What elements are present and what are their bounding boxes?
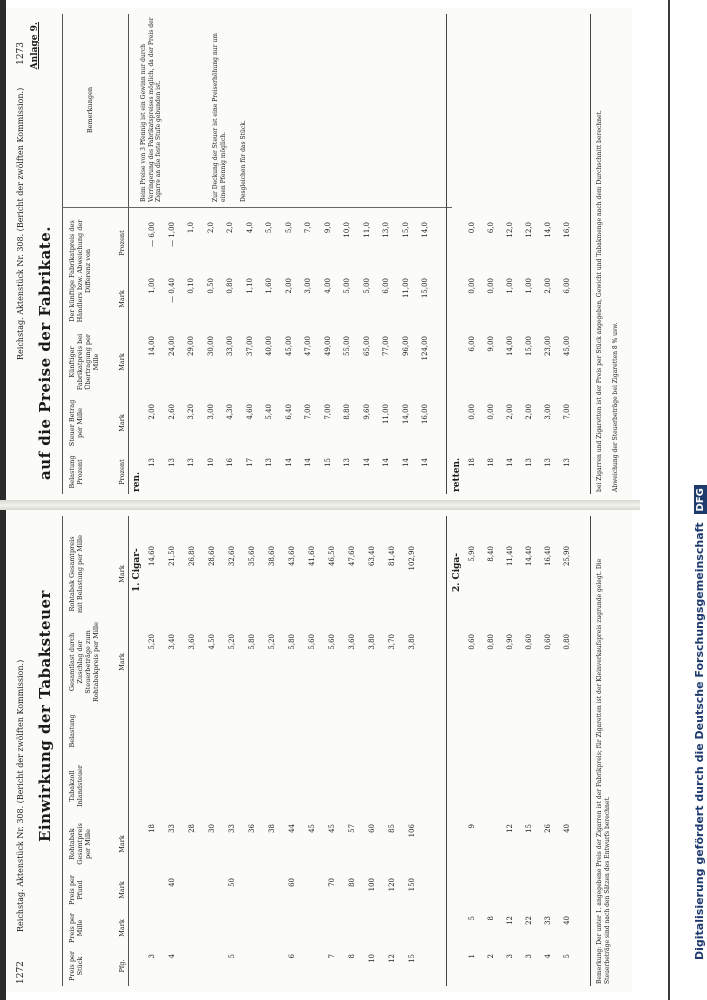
table-cell: 5,80 (288, 634, 296, 650)
table-cell: 15,0 (401, 222, 410, 238)
table-cell: 17 (245, 458, 254, 467)
table-cell: 57 (348, 824, 356, 833)
table-cell: 13 (167, 458, 176, 467)
table-cell: 77,00 (382, 336, 390, 357)
table-cell: 38 (268, 824, 276, 833)
table-cell: 26 (544, 824, 552, 833)
table-cell: 5,90 (468, 546, 476, 562)
dfg-watermark-text: Digitalisierung gefördert durch die Deutsche Forschungsgemeinschaft (693, 522, 706, 960)
table-cell: 30 (208, 824, 216, 833)
table-cell: 0,00 (487, 278, 495, 294)
table-cell: 1,60 (265, 278, 273, 294)
left-page (6, 510, 632, 992)
table-cell: 11,0 (362, 222, 371, 238)
table-cell: 9,0 (323, 222, 332, 234)
col-head-haendler: Der künftige Fabrikatpreis des Händlers bzw. Abweichung der Differenz von (68, 219, 92, 323)
table-cell: 24,00 (167, 336, 176, 357)
table-cell: 13 (563, 458, 571, 467)
table-cell: 8 (487, 916, 495, 921)
table-cell: 0,60 (468, 634, 476, 650)
table-cell: 3 (148, 954, 156, 959)
table-cell: 3 (525, 954, 533, 959)
table-cell: 4,00 (323, 278, 332, 294)
table-cell: 4 (544, 954, 552, 959)
table-cell: 5,60 (308, 634, 316, 650)
table-cell: 0,80 (563, 634, 571, 650)
table-cell: 0,60 (525, 634, 533, 650)
table-cell: 9,00 (487, 336, 495, 352)
table-cell: 28,60 (208, 546, 216, 567)
col-head-bemerkungen: Bemerkungen (86, 86, 94, 134)
table-cell: 0,00 (487, 404, 495, 420)
table-cell: 22 (525, 916, 533, 925)
table-cell: 45,00 (563, 336, 571, 357)
table-cell: — 6,00 (148, 222, 156, 247)
table-cell: 5,40 (265, 404, 273, 420)
table-cell: 14 (506, 458, 514, 467)
table-cell: 102,90 (408, 546, 416, 571)
header-rule (62, 14, 63, 494)
table-cell: 9 (468, 824, 476, 829)
table-cell: 1,00 (525, 278, 533, 294)
table-cell: 33,00 (226, 336, 234, 357)
table-cell: 49,00 (323, 336, 332, 357)
anlage-label: Anlage 9. (30, 22, 40, 70)
table-cell: 80 (348, 878, 356, 887)
table-cell: 14,40 (525, 546, 533, 567)
table-cell: 5,0 (265, 222, 273, 234)
unit-mille: Mark (118, 919, 126, 937)
table-cell: 15 (323, 458, 332, 467)
table-cell: 43,60 (288, 546, 296, 567)
table-cell: 2,0 (206, 222, 215, 234)
table-cell: 5,00 (343, 278, 351, 294)
table-cell: 63,40 (368, 546, 376, 567)
table-cell: 81,40 (388, 546, 396, 567)
table-cell: 14,00 (401, 404, 410, 425)
left-page-title: Einwirkung der Tabaksteuer (36, 590, 54, 842)
table-cell: 45,00 (284, 336, 293, 357)
unit-kuenftig: Mark (118, 353, 126, 371)
table-cell: 0,60 (544, 634, 552, 650)
table-cell: 3,20 (187, 404, 195, 420)
remarks-divider (62, 207, 452, 208)
col-head-prozent: Belastung Prozent (68, 455, 84, 489)
table-cell: 3 (506, 954, 514, 959)
table-cell: 13 (265, 458, 273, 467)
table-cell: 33 (544, 916, 552, 925)
table-cell: 2,00 (506, 404, 514, 420)
section-ren: ren. (132, 471, 142, 492)
table-cell: 40 (168, 878, 176, 887)
table-cell: 1,00 (148, 278, 156, 294)
table-cell: 7,00 (563, 404, 571, 420)
table-cell: 0,80 (226, 278, 234, 294)
table-cell: 7 (328, 954, 336, 959)
table-cell: 60 (288, 878, 296, 887)
col-head-kuenftig: Künftiger Fabrikatpreis bei Übertragung per Mille (68, 333, 100, 391)
table-cell: 47,00 (304, 336, 312, 357)
col-head-steuer: Steuer Betrag per Mille (68, 399, 84, 447)
table-cell: 46,50 (328, 546, 336, 567)
table-cell: 35,60 (248, 546, 256, 567)
table-cell: 106 (408, 824, 416, 838)
table-cell: — 1,00 (167, 222, 176, 247)
left-footnote: Bemerkung: Der unter 1. angegebene Preis der Zigarren ist der Fabrikpreis; für Zigaretten ist der Kleinverkaufspreis zugrunde gelegt. Die Steuerbeträge sind nach den Sätzen des Entwurfs berechnet. (596, 558, 611, 984)
table-cell: 13 (544, 458, 552, 467)
table-cell: 47,60 (348, 546, 356, 567)
table-cell: 3,80 (368, 634, 376, 650)
table-cell: 12,0 (506, 222, 514, 238)
table-cell: 6,00 (382, 278, 390, 294)
table-cell: 13 (148, 458, 156, 467)
table-cell: 10 (368, 954, 376, 963)
table-cell: 30,00 (206, 336, 215, 357)
col-head-pfund: Preis per Pfund (68, 875, 84, 905)
table-cell: 85 (388, 824, 396, 833)
table-cell: 0,10 (187, 278, 195, 294)
table-cell: 3,00 (544, 404, 552, 420)
remark-1: Beim Preise von 3 Pfennig ist ein Gewinn nur durch Verringerung des Fabrikatspreises möglich, da der Preis der Zigarre an die feste Stufe gebunden ist. (140, 17, 162, 202)
unit-steuer: Mark (118, 414, 126, 432)
table-cell: 1,00 (506, 278, 514, 294)
table-cell: 32,60 (228, 546, 236, 567)
right-page-number: 1273 (16, 42, 26, 65)
table-cell: 5,20 (148, 634, 156, 650)
table-cell: 8,80 (343, 404, 351, 420)
table-cell: 15,00 (421, 278, 429, 299)
unit-stueck: Pfg. (118, 959, 126, 973)
table-cell: 4,30 (226, 404, 234, 420)
col-head-belastung: Belastung (68, 714, 76, 748)
table-cell: 2,00 (525, 404, 533, 420)
table-cell: 18 (148, 824, 156, 833)
table-cell: 1,0 (187, 222, 195, 234)
table-cell: 33 (168, 824, 176, 833)
table-cell: 13 (343, 458, 351, 467)
unit-gesamtlast: Mark (118, 653, 126, 671)
table-cell: 21,50 (168, 546, 176, 567)
table-cell: 2,00 (148, 404, 156, 420)
table-cell: 9,60 (362, 404, 371, 420)
table-cell: 6,00 (468, 336, 476, 352)
table-cell: 0,90 (506, 634, 514, 650)
table-cell: 40 (563, 916, 571, 925)
table-cell: 14,0 (421, 222, 429, 238)
table-cell: 38,60 (268, 546, 276, 567)
table-cell: 12 (506, 916, 514, 925)
table-cell: 2,00 (544, 278, 552, 294)
table-cell: 1,10 (245, 278, 254, 294)
table-cell: 14,60 (148, 546, 156, 567)
table-cell: 2,60 (167, 404, 176, 420)
col-head-stueck: Preis per Stück (68, 951, 84, 981)
table-cell: 7,00 (304, 404, 312, 420)
table-cell: 45 (308, 824, 316, 833)
table-cell: 4,50 (208, 634, 216, 650)
table-cell: 12,0 (525, 222, 533, 238)
table-cell: 12 (506, 824, 514, 833)
table-cell: 4,0 (245, 222, 254, 234)
col-head-gesamtpreis: Rohtabak Gesamtpreis mit Belastung per Mille (68, 535, 84, 613)
table-cell: 0,00 (468, 404, 476, 420)
table-cell: 120 (388, 878, 396, 892)
table-cell: 4 (168, 954, 176, 959)
table-cell: 3,00 (206, 404, 215, 420)
right-page-title: auf die Preise der Fabrikate. (36, 226, 54, 480)
right-running-head: Reichstag. Aktenstück Nr. 308. (Bericht der zwölften Kommission.) (16, 87, 25, 360)
table-cell: 0,50 (206, 278, 215, 294)
table-cell: 1 (468, 954, 476, 959)
table-cell: 5 (563, 954, 571, 959)
table-cell: 14,00 (506, 336, 514, 357)
table-cell: 36 (248, 824, 256, 833)
table-cell: 13 (187, 458, 195, 467)
footnote-rule (590, 516, 591, 986)
table-cell: 11,40 (506, 546, 514, 567)
unit-rohtabak: Mark (118, 835, 126, 853)
table-cell: 2,00 (284, 278, 293, 294)
table-cell: 16,0 (563, 222, 571, 238)
remark-3: Desgleichen für das Stück. (240, 120, 247, 202)
col-head-zoll: Tabakzoll Inlandsteuer (68, 765, 84, 807)
section-cigaretten: 2. Ciga- (452, 553, 462, 592)
table-cell: 11,00 (382, 404, 390, 425)
table-cell: 11,00 (401, 278, 410, 299)
table-cell: 15,00 (525, 336, 533, 357)
table-cell: 14 (382, 458, 390, 467)
table-cell: 6,00 (563, 278, 571, 294)
table-cell: 3,40 (168, 634, 176, 650)
table-cell: 5,60 (328, 634, 336, 650)
col-head-mille: Preis per Mille (68, 913, 84, 943)
table-cell: 50 (228, 878, 236, 887)
table-cell: 23,00 (544, 336, 552, 357)
section-divider (446, 516, 447, 986)
table-cell: 12 (388, 954, 396, 963)
left-page-number: 1272 (16, 961, 26, 984)
table-cell: 15 (525, 824, 533, 833)
left-running-head: Reichstag. Aktenstück Nr. 308. (Bericht der zwölften Kommission.) (16, 659, 25, 932)
table-cell: 5,80 (248, 634, 256, 650)
unit-prozent: Prozent (118, 459, 126, 485)
table-cell: 65,00 (362, 336, 371, 357)
table-cell: — 0,40 (167, 278, 176, 303)
remark-2: Zur Deckung der Steuer ist eine Preiserhöhung nur um einen Pfennig möglich. (212, 33, 227, 202)
table-cell: 5,00 (362, 278, 371, 294)
table-cell: 3,60 (188, 634, 196, 650)
header-rule-bottom (128, 516, 129, 986)
table-cell: 100 (368, 878, 376, 892)
table-cell: 96,00 (401, 336, 410, 357)
section-cigarren: 1. Cigar- (132, 548, 142, 592)
table-cell: 25,90 (563, 546, 571, 567)
section-retten: retten. (452, 457, 462, 492)
scan-edge-right (668, 0, 670, 1000)
section-divider (446, 14, 447, 494)
header-rule (62, 516, 63, 986)
col-head-rohtabak: Rohtabak Gesamtpreis per Mille (68, 823, 92, 865)
table-cell: 3,00 (304, 278, 312, 294)
table-cell: 10,0 (343, 222, 351, 238)
col-head-gesamtlast: Gesamtlast durch Zuschlag der Steuerbeträge zum Rohtabakpreis per Mille (68, 622, 100, 702)
table-cell: 14 (421, 458, 429, 467)
table-cell: 28 (188, 824, 196, 833)
footnote-rule (590, 14, 591, 494)
table-cell: 16,00 (421, 404, 429, 425)
dfg-logo: DFG (694, 485, 707, 514)
table-cell: 29,00 (187, 336, 195, 357)
table-cell: 6,40 (284, 404, 293, 420)
table-cell: 0,80 (487, 634, 495, 650)
table-cell: 3,80 (408, 634, 416, 650)
table-cell: 5,20 (228, 634, 236, 650)
table-cell: 14,0 (544, 222, 552, 238)
table-cell: 60 (368, 824, 376, 833)
table-cell: 44 (288, 824, 296, 833)
table-cell: 14 (284, 458, 293, 467)
table-cell: 3,70 (388, 634, 396, 650)
table-cell: 8,40 (487, 546, 495, 562)
header-rule-bottom (128, 14, 129, 494)
table-cell: 4,60 (245, 404, 254, 420)
table-cell: 45 (328, 824, 336, 833)
table-cell: 18 (468, 458, 476, 467)
table-cell: 33 (228, 824, 236, 833)
table-cell: 5 (228, 954, 236, 959)
table-cell: 6,0 (487, 222, 495, 234)
right-page (6, 8, 632, 500)
table-cell: 2,0 (226, 222, 234, 234)
table-cell: 26,80 (188, 546, 196, 567)
table-cell: 41,60 (308, 546, 316, 567)
table-cell: 5 (468, 916, 476, 921)
table-cell: 40 (563, 824, 571, 833)
table-cell: 124,00 (421, 336, 429, 361)
table-cell: 5,20 (268, 634, 276, 650)
unit-haendler-prozent: Prozent (118, 230, 126, 256)
table-cell: 18 (487, 458, 495, 467)
table-cell: 40,00 (265, 336, 273, 357)
table-cell: 13 (525, 458, 533, 467)
table-cell: 5,0 (284, 222, 293, 234)
unit-pfund: Mark (118, 881, 126, 899)
page-gutter (0, 500, 640, 510)
table-cell: 37,00 (245, 336, 254, 357)
table-cell: 150 (408, 878, 416, 892)
unit-haendler-mark: Mark (118, 290, 126, 308)
right-footnote-1: bei Zigarren und Zigaretten ist der Preis per Stück angegeben, Gewicht und Tabakmenge nach dem Durchschnitt berechnet. (596, 110, 603, 492)
table-cell: 70 (328, 878, 336, 887)
table-cell: 14,00 (148, 336, 156, 357)
table-cell: 10 (206, 458, 215, 467)
table-cell: 14 (401, 458, 410, 467)
table-cell: 15 (408, 954, 416, 963)
table-cell: 7,00 (323, 404, 332, 420)
dfg-watermark (685, 20, 707, 980)
table-cell: 8 (348, 954, 356, 959)
table-cell: 6 (288, 954, 296, 959)
table-cell: 16 (226, 458, 234, 467)
table-cell: 3,60 (348, 634, 356, 650)
table-cell: 7,0 (304, 222, 312, 234)
table-cell: 0,0 (468, 222, 476, 234)
table-cell: 0,00 (468, 278, 476, 294)
table-cell: 13,0 (382, 222, 390, 238)
table-cell: 55,00 (343, 336, 351, 357)
right-footnote-2: Abweichung der Steuerbeträge bei Zigaretten 8 % usw. (612, 322, 619, 492)
table-cell: 2 (487, 954, 495, 959)
unit-gesamtpreis: Mark (118, 565, 126, 583)
table-cell: 14 (304, 458, 312, 467)
table-cell: 16,40 (544, 546, 552, 567)
table-cell: 14 (362, 458, 371, 467)
